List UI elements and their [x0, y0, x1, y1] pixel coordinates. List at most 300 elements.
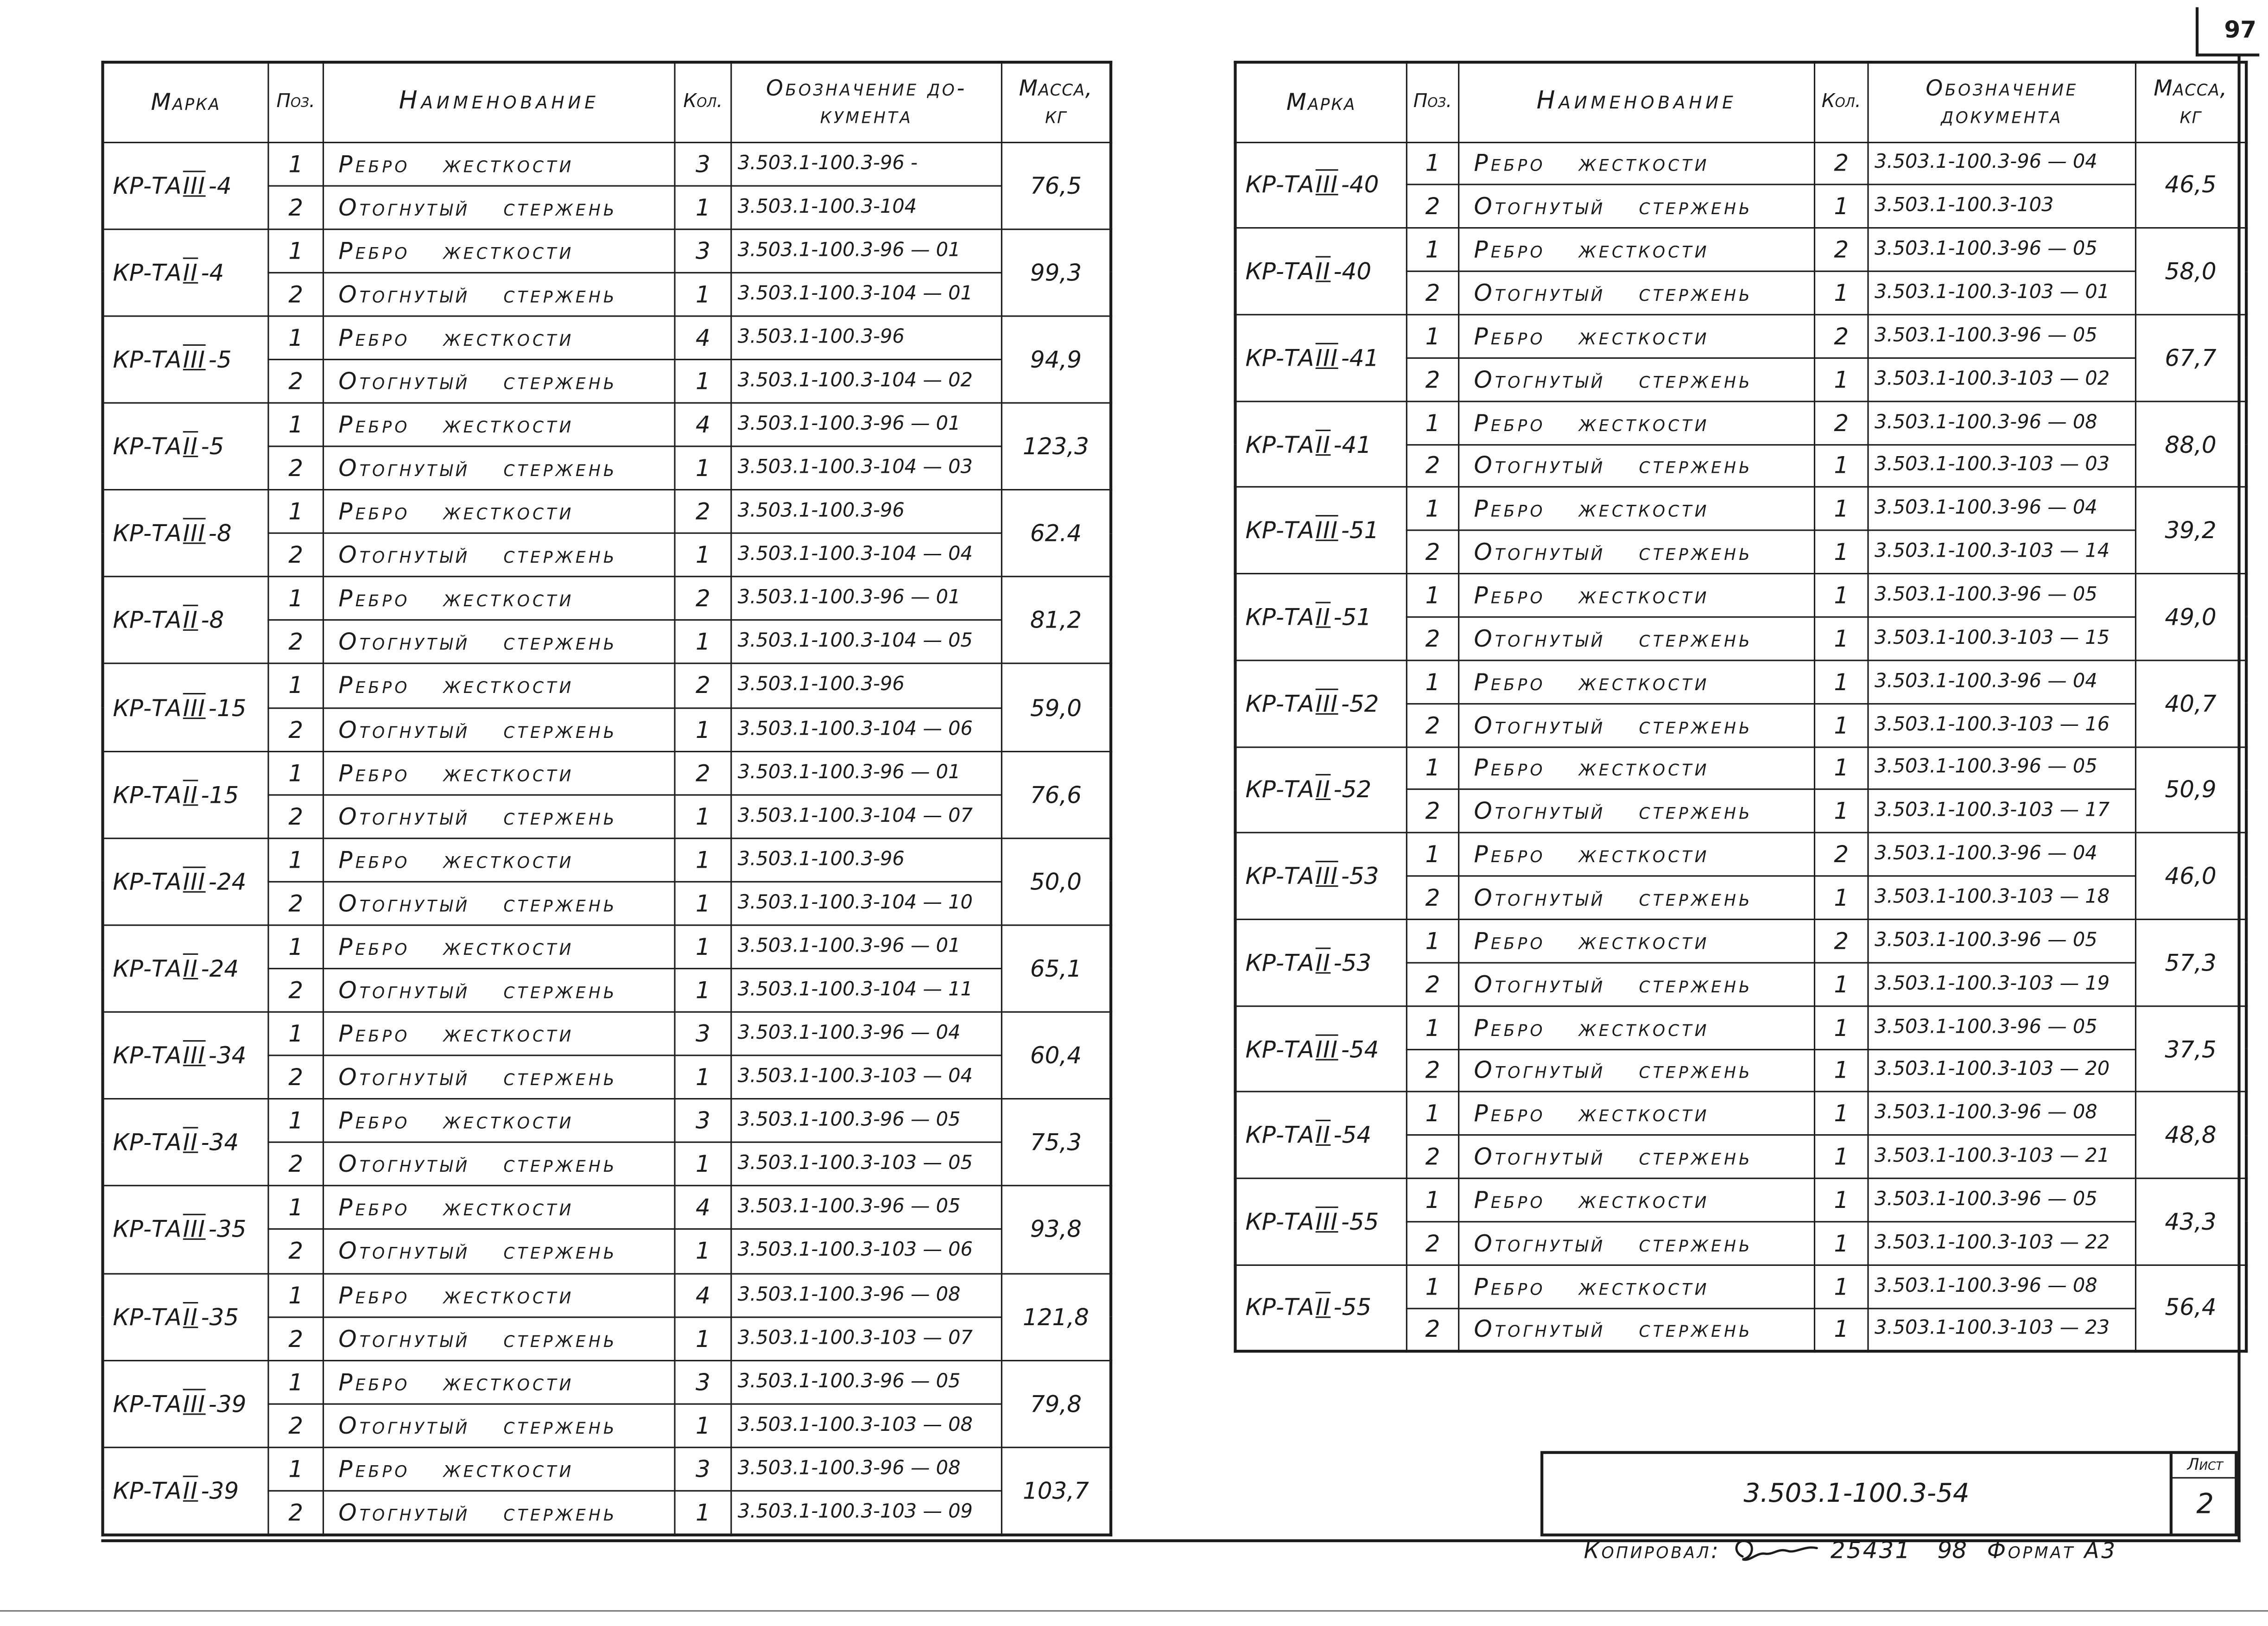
mark-prefix: КР-ТА — [1245, 1121, 1314, 1150]
mark-suffix: -41 — [1333, 430, 1372, 458]
position-cell: 2 — [1406, 1308, 1458, 1351]
mark-cell — [1235, 142, 1406, 228]
mass-cell: 40,7 — [2135, 660, 2246, 746]
header-position: Поз. — [1406, 62, 1458, 142]
document-cell: 3.503.1-100.3-104 — 03 — [731, 446, 1002, 490]
mark-cell — [103, 1273, 268, 1360]
document-cell: 3.503.1-100.3-104 — 07 — [731, 794, 1002, 838]
header-mass-line-1: Масса, — [2154, 75, 2228, 101]
mark-cell — [103, 838, 268, 925]
document-cell: 3.503.1-100.3-103 — 05 — [731, 1143, 1002, 1186]
name-cell: Отогнутый стержень — [1459, 790, 1815, 833]
document-cell: 3.503.1-100.3-104 — 06 — [731, 707, 1002, 751]
position-cell: 2 — [1406, 444, 1458, 487]
mass-cell: 65,1 — [1001, 925, 1111, 1012]
quantity-cell: 4 — [675, 403, 731, 446]
mark-prefix: КР-ТА — [1245, 1294, 1314, 1322]
quantity-cell: 1 — [675, 794, 731, 838]
name-cell: Ребро жесткости — [1459, 1179, 1815, 1222]
mark-prefix: КР-ТА — [113, 345, 182, 373]
mark-cell — [103, 403, 268, 490]
document-cell: 3.503.1-100.3-104 — [731, 185, 1002, 229]
header-document-line-2: кумента — [820, 102, 913, 129]
mark-cell — [1235, 1092, 1406, 1178]
sheet-number: 2 — [2196, 1488, 2214, 1521]
mark-roman-numeral: II — [1315, 948, 1331, 977]
quantity-cell: 1 — [675, 621, 731, 664]
mark-roman-numeral: II — [183, 432, 198, 460]
mass-cell: 62.4 — [1001, 490, 1111, 577]
mark-suffix: -55 — [1341, 1208, 1379, 1236]
position-cell: 1 — [1406, 833, 1458, 876]
mark-suffix: -54 — [1341, 1035, 1379, 1063]
header-mass-line-2: кг — [2179, 102, 2202, 129]
position-cell: 1 — [1406, 1179, 1458, 1222]
mark-prefix: КР-ТА — [113, 606, 182, 635]
position-cell: 2 — [1406, 1222, 1458, 1265]
position-cell: 1 — [268, 1360, 323, 1404]
mass-cell: 46,5 — [2135, 142, 2246, 228]
document-cell: 3.503.1-100.3-103 — 09 — [731, 1491, 1002, 1534]
quantity-cell: 1 — [675, 1230, 731, 1273]
header-mass — [2135, 62, 2246, 142]
position-cell: 1 — [268, 838, 323, 882]
mark-roman-numeral: III — [1315, 516, 1338, 545]
quantity-cell: 1 — [675, 707, 731, 751]
mass-cell: 67,7 — [2135, 315, 2246, 401]
quantity-cell: 3 — [675, 1012, 731, 1055]
mark-suffix: -52 — [1333, 776, 1372, 804]
position-cell: 2 — [268, 707, 323, 751]
mark-cell — [1235, 747, 1406, 833]
quantity-cell: 3 — [675, 1360, 731, 1404]
mark-cell — [1235, 1265, 1406, 1351]
mark-suffix: -5 — [208, 345, 232, 373]
quantity-cell: 1 — [1815, 487, 1868, 530]
position-cell: 2 — [268, 1404, 323, 1447]
document-cell: 3.503.1-100.3-96 - — [731, 142, 1002, 185]
name-cell: Отогнутый стержень — [323, 534, 675, 577]
name-cell: Отогнутый стержень — [1459, 963, 1815, 1006]
table-row — [103, 577, 1111, 621]
copied-by-label: Копировал: — [1584, 1537, 1721, 1564]
mark-roman-numeral: II — [1315, 776, 1331, 804]
document-cell: 3.503.1-100.3-103 — 18 — [1868, 876, 2135, 919]
quantity-cell: 1 — [675, 1404, 731, 1447]
mass-cell: 50,0 — [1001, 838, 1111, 925]
mark-roman-numeral: III — [1315, 1208, 1338, 1236]
mark-cell — [1235, 1006, 1406, 1092]
document-cell: 3.503.1-100.3-103 — [1868, 185, 2135, 228]
header-name: Наименование — [1459, 62, 1815, 142]
mass-cell: 48,8 — [2135, 1092, 2246, 1178]
mass-cell: 50,9 — [2135, 747, 2246, 833]
mass-cell: 58,0 — [2135, 228, 2246, 314]
mark-cell — [103, 1186, 268, 1273]
document-cell: 3.503.1-100.3-96 — [731, 664, 1002, 707]
mark-suffix: -40 — [1341, 171, 1379, 199]
name-cell: Ребро жесткости — [323, 577, 675, 621]
position-cell: 2 — [268, 1143, 323, 1186]
position-cell: 1 — [268, 577, 323, 621]
mark-roman-numeral: II — [183, 1302, 198, 1331]
mark-roman-numeral: II — [1315, 1121, 1331, 1150]
mark-suffix: -4 — [208, 171, 232, 199]
document-cell: 3.503.1-100.3-104 — 04 — [731, 534, 1002, 577]
document-cell: 3.503.1-100.3-104 — 02 — [731, 359, 1002, 403]
quantity-cell: 2 — [675, 751, 731, 794]
position-cell: 2 — [268, 1055, 323, 1099]
specification-table-right — [1234, 61, 2248, 1353]
name-cell: Отогнутый стержень — [323, 1230, 675, 1273]
quantity-cell: 1 — [675, 925, 731, 969]
header-mark: Марка — [1235, 62, 1406, 142]
position-cell: 2 — [268, 621, 323, 664]
document-cell: 3.503.1-100.3-103 — 01 — [1868, 271, 2135, 314]
mark-prefix: КР-ТА — [1245, 171, 1314, 199]
name-cell: Отогнутый стержень — [323, 1317, 675, 1360]
document-cell: 3.503.1-100.3-96 — 05 — [731, 1099, 1002, 1143]
table-header — [1235, 62, 2246, 142]
mark-cell — [1235, 919, 1406, 1005]
document-cell: 3.503.1-100.3-103 — 06 — [731, 1230, 1002, 1273]
position-cell: 1 — [1406, 228, 1458, 271]
mark-cell — [103, 664, 268, 751]
quantity-cell: 1 — [675, 273, 731, 316]
position-cell: 1 — [1406, 401, 1458, 444]
document-cell: 3.503.1-100.3-96 — 05 — [1868, 747, 2135, 790]
name-cell: Отогнутый стержень — [323, 359, 675, 403]
quantity-cell: 1 — [675, 534, 731, 577]
header-name: Наименование — [323, 62, 675, 142]
name-cell: Ребро жесткости — [323, 751, 675, 794]
table-row — [103, 1273, 1111, 1317]
mark-roman-numeral: II — [1315, 430, 1331, 458]
table-row — [1235, 1265, 2246, 1308]
quantity-cell: 1 — [1815, 444, 1868, 487]
quantity-cell: 2 — [1815, 315, 1868, 358]
mark-prefix: КР-ТА — [1245, 603, 1314, 631]
quantity-cell: 1 — [1815, 185, 1868, 228]
name-cell: Отогнутый стержень — [1459, 1222, 1815, 1265]
table-row — [1235, 747, 2246, 790]
position-cell: 1 — [268, 664, 323, 707]
position-cell: 2 — [1406, 790, 1458, 833]
mark-roman-numeral: II — [1315, 257, 1331, 286]
mark-roman-numeral: III — [183, 1390, 206, 1418]
table-row — [1235, 919, 2246, 962]
mark-prefix: КР-ТА — [113, 1042, 182, 1069]
document-cell: 3.503.1-100.3-104 — 10 — [731, 882, 1002, 925]
table-row — [103, 1099, 1111, 1143]
mark-cell — [103, 142, 268, 229]
quantity-cell: 2 — [1815, 919, 1868, 962]
table-row — [103, 838, 1111, 882]
mark-suffix: -34 — [201, 1129, 239, 1156]
quantity-cell: 3 — [675, 1099, 731, 1143]
name-cell: Отогнутый стержень — [1459, 358, 1815, 401]
mark-prefix: КР-ТА — [113, 781, 182, 808]
name-cell: Отогнутый стержень — [323, 707, 675, 751]
document-cell: 3.503.1-100.3-96 — 04 — [731, 1012, 1002, 1055]
name-cell: Ребро жесткости — [323, 316, 675, 359]
quantity-cell: 2 — [1815, 142, 1868, 185]
header-mark: Марка — [103, 62, 268, 142]
position-cell: 1 — [268, 403, 323, 446]
document-cell: 3.503.1-100.3-96 — [731, 838, 1002, 882]
mark-suffix: -54 — [1333, 1121, 1372, 1150]
table-header-row — [1235, 62, 2246, 142]
position-cell: 1 — [1406, 919, 1458, 962]
position-cell: 2 — [1406, 271, 1458, 314]
mark-roman-numeral: II — [183, 1476, 198, 1504]
table-header — [103, 62, 1111, 142]
mark-cell — [103, 1360, 268, 1447]
name-cell: Отогнутый стержень — [323, 1404, 675, 1447]
quantity-cell: 1 — [1815, 1222, 1868, 1265]
name-cell: Ребро жесткости — [1459, 401, 1815, 444]
name-cell: Ребро жесткости — [1459, 919, 1815, 962]
position-cell: 1 — [1406, 747, 1458, 790]
position-cell: 2 — [268, 359, 323, 403]
document-cell: 3.503.1-100.3-96 — 05 — [1868, 574, 2135, 617]
table-row — [103, 403, 1111, 446]
name-cell: Отогнутый стержень — [323, 1055, 675, 1099]
mark-prefix: КР-ТА — [113, 1216, 182, 1244]
position-cell: 1 — [1406, 574, 1458, 617]
document-cell: 3.503.1-100.3-96 — 08 — [731, 1447, 1002, 1491]
mark-roman-numeral: III — [183, 520, 206, 547]
name-cell: Ребро жесткости — [323, 142, 675, 185]
mark-suffix: -24 — [208, 868, 247, 896]
mark-prefix: КР-ТА — [113, 693, 182, 721]
document-cell: 3.503.1-100.3-103 — 16 — [1868, 703, 2135, 746]
mass-cell: 46,0 — [2135, 833, 2246, 919]
copy-number: 25431 — [1830, 1536, 1912, 1564]
name-cell: Отогнутый стержень — [1459, 703, 1815, 746]
mark-roman-numeral: II — [1315, 603, 1331, 631]
mark-cell — [103, 751, 268, 838]
name-cell: Ребро жесткости — [1459, 487, 1815, 530]
table-row — [1235, 228, 2246, 271]
quantity-cell: 1 — [675, 1317, 731, 1360]
mark-roman-numeral: III — [1315, 1035, 1338, 1063]
document-cell: 3.503.1-100.3-103 — 08 — [731, 1404, 1002, 1447]
mass-cell: 88,0 — [2135, 401, 2246, 487]
mass-cell: 94,9 — [1001, 316, 1111, 403]
quantity-cell: 1 — [1815, 963, 1868, 1006]
name-cell: Ребро жесткости — [1459, 228, 1815, 271]
mark-prefix: КР-ТА — [113, 432, 182, 460]
table-row — [103, 1447, 1111, 1491]
name-cell: Отогнутый стержень — [1459, 617, 1815, 660]
document-cell: 3.503.1-100.3-96 — 04 — [1868, 833, 2135, 876]
quantity-cell: 1 — [675, 1491, 731, 1534]
mark-roman-numeral: III — [183, 345, 206, 373]
name-cell: Отогнутый стержень — [323, 1143, 675, 1186]
position-cell: 1 — [268, 1186, 323, 1230]
mark-suffix: -34 — [208, 1042, 247, 1069]
page-number: 97 — [2196, 7, 2259, 57]
document-cell: 3.503.1-100.3-96 — 04 — [1868, 660, 2135, 703]
mark-cell — [1235, 660, 1406, 746]
quantity-cell: 1 — [1815, 876, 1868, 919]
table-row — [103, 1186, 1111, 1230]
mass-cell: 56,4 — [2135, 1265, 2246, 1351]
document-cell: 3.503.1-100.3-103 — 21 — [1868, 1135, 2135, 1178]
mark-cell — [103, 1099, 268, 1186]
mark-cell — [1235, 315, 1406, 401]
quantity-cell: 1 — [1815, 1265, 1868, 1308]
name-cell: Отогнутый стержень — [1459, 876, 1815, 919]
table-body — [1235, 142, 2246, 1351]
quantity-cell: 1 — [1815, 790, 1868, 833]
mass-cell: 123,3 — [1001, 403, 1111, 490]
header-position: Поз. — [268, 62, 323, 142]
mark-roman-numeral: III — [183, 868, 206, 896]
position-cell: 1 — [268, 316, 323, 359]
document-cell: 3.503.1-100.3-103 — 22 — [1868, 1222, 2135, 1265]
document-cell: 3.503.1-100.3-104 — 11 — [731, 969, 1002, 1012]
copy-year: 98 — [1937, 1536, 1967, 1564]
quantity-cell: 1 — [1815, 271, 1868, 314]
quantity-cell: 1 — [1815, 574, 1868, 617]
mark-prefix: КР-ТА — [1245, 776, 1314, 804]
quantity-cell: 2 — [1815, 228, 1868, 271]
mass-cell: 60,4 — [1001, 1012, 1111, 1099]
mark-prefix: КР-ТА — [113, 1129, 182, 1156]
quantity-cell: 1 — [1815, 1049, 1868, 1092]
name-cell: Отогнутый стержень — [1459, 444, 1815, 487]
position-cell: 1 — [268, 925, 323, 969]
header-document-line-1: Обозначение до- — [766, 75, 967, 101]
quantity-cell: 1 — [675, 359, 731, 403]
signature — [1729, 1535, 1819, 1567]
table-row — [1235, 1006, 2246, 1049]
mark-roman-numeral: III — [1315, 689, 1338, 718]
mark-roman-numeral: III — [1315, 862, 1338, 890]
document-cell: 3.503.1-100.3-103 — 23 — [1868, 1308, 2135, 1351]
quantity-cell: 1 — [1815, 1179, 1868, 1222]
quantity-cell: 1 — [1815, 1308, 1868, 1351]
mark-suffix: -39 — [208, 1390, 247, 1418]
document-cell: 3.503.1-100.3-96 — 08 — [1868, 1092, 2135, 1135]
document-cell: 3.503.1-100.3-96 — 05 — [1868, 1006, 2135, 1049]
name-cell: Ребро жесткости — [1459, 142, 1815, 185]
name-cell: Ребро жесткости — [323, 838, 675, 882]
document-cell: 3.503.1-100.3-96 — 05 — [731, 1360, 1002, 1404]
mass-cell: 76,6 — [1001, 751, 1111, 838]
position-cell: 2 — [268, 534, 323, 577]
mark-suffix: -15 — [201, 781, 239, 808]
mark-suffix: -35 — [208, 1216, 247, 1244]
name-cell: Ребро жесткости — [323, 1099, 675, 1143]
mark-cell — [103, 1447, 268, 1534]
table-header-row — [103, 62, 1111, 142]
mark-prefix: КР-ТА — [113, 868, 182, 896]
mark-cell — [1235, 487, 1406, 573]
quantity-cell: 1 — [675, 969, 731, 1012]
mark-suffix: -39 — [201, 1476, 239, 1504]
mark-cell — [1235, 401, 1406, 487]
mark-prefix: КР-ТА — [1245, 1035, 1314, 1063]
quantity-cell: 4 — [675, 1273, 731, 1317]
position-cell: 2 — [268, 1230, 323, 1273]
table-row — [103, 316, 1111, 359]
position-cell: 1 — [1406, 1092, 1458, 1135]
name-cell: Ребро жесткости — [323, 1012, 675, 1055]
quantity-cell: 1 — [675, 1143, 731, 1186]
position-cell: 1 — [1406, 315, 1458, 358]
document-cell: 3.503.1-100.3-103 — 20 — [1868, 1049, 2135, 1092]
name-cell: Отогнутый стержень — [323, 273, 675, 316]
mark-roman-numeral: III — [183, 1042, 206, 1069]
name-cell: Ребро жесткости — [1459, 1092, 1815, 1135]
mass-cell: 43,3 — [2135, 1179, 2246, 1265]
name-cell: Ребро жесткости — [323, 664, 675, 707]
mass-cell: 93,8 — [1001, 1186, 1111, 1273]
document-cell: 3.503.1-100.3-96 — 08 — [731, 1273, 1002, 1317]
document-cell: 3.503.1-100.3-103 — 14 — [1868, 531, 2135, 574]
position-cell: 1 — [268, 1012, 323, 1055]
quantity-cell: 3 — [675, 142, 731, 185]
name-cell: Ребро жесткости — [323, 1273, 675, 1317]
position-cell: 1 — [268, 1273, 323, 1317]
quantity-cell: 1 — [1815, 1006, 1868, 1049]
mark-prefix: КР-ТА — [113, 954, 182, 983]
position-cell: 2 — [268, 1491, 323, 1534]
table-body — [103, 142, 1111, 1534]
mark-roman-numeral: III — [1315, 344, 1338, 372]
document-cell: 3.503.1-100.3-96 — 01 — [731, 925, 1002, 969]
document-cell: 3.503.1-100.3-96 — 08 — [1868, 1265, 2135, 1308]
position-cell: 1 — [1406, 1006, 1458, 1049]
document-cell: 3.503.1-100.3-104 — 01 — [731, 273, 1002, 316]
position-cell: 2 — [268, 1317, 323, 1360]
position-cell: 1 — [268, 490, 323, 534]
mark-cell — [103, 925, 268, 1012]
quantity-cell: 1 — [1815, 660, 1868, 703]
table-row — [1235, 833, 2246, 876]
position-cell: 2 — [268, 273, 323, 316]
name-cell: Отогнутый стержень — [1459, 185, 1815, 228]
position-cell: 1 — [1406, 487, 1458, 530]
position-cell: 2 — [1406, 963, 1458, 1006]
table-row — [103, 664, 1111, 707]
table-row — [103, 1012, 1111, 1055]
mark-cell — [103, 490, 268, 577]
title-block — [1540, 1451, 2237, 1537]
mark-cell — [103, 577, 268, 664]
position-cell: 1 — [1406, 142, 1458, 185]
quantity-cell: 2 — [675, 577, 731, 621]
name-cell: Отогнутый стержень — [323, 969, 675, 1012]
mark-roman-numeral: III — [183, 171, 206, 199]
table-row — [1235, 1092, 2246, 1135]
mark-prefix: КР-ТА — [113, 520, 182, 547]
table-row — [1235, 1179, 2246, 1222]
mark-suffix: -52 — [1341, 689, 1379, 718]
name-cell: Ребро жесткости — [323, 1360, 675, 1404]
quantity-cell: 3 — [675, 1447, 731, 1491]
document-cell: 3.503.1-100.3-96 — 01 — [731, 577, 1002, 621]
specification-table-left — [101, 61, 1112, 1536]
quantity-cell: 1 — [675, 446, 731, 490]
mass-cell: 103,7 — [1001, 1447, 1111, 1534]
name-cell: Ребро жесткости — [323, 403, 675, 446]
document-cell: 3.503.1-100.3-103 — 02 — [1868, 358, 2135, 401]
document-cell: 3.503.1-100.3-103 — 15 — [1868, 617, 2135, 660]
